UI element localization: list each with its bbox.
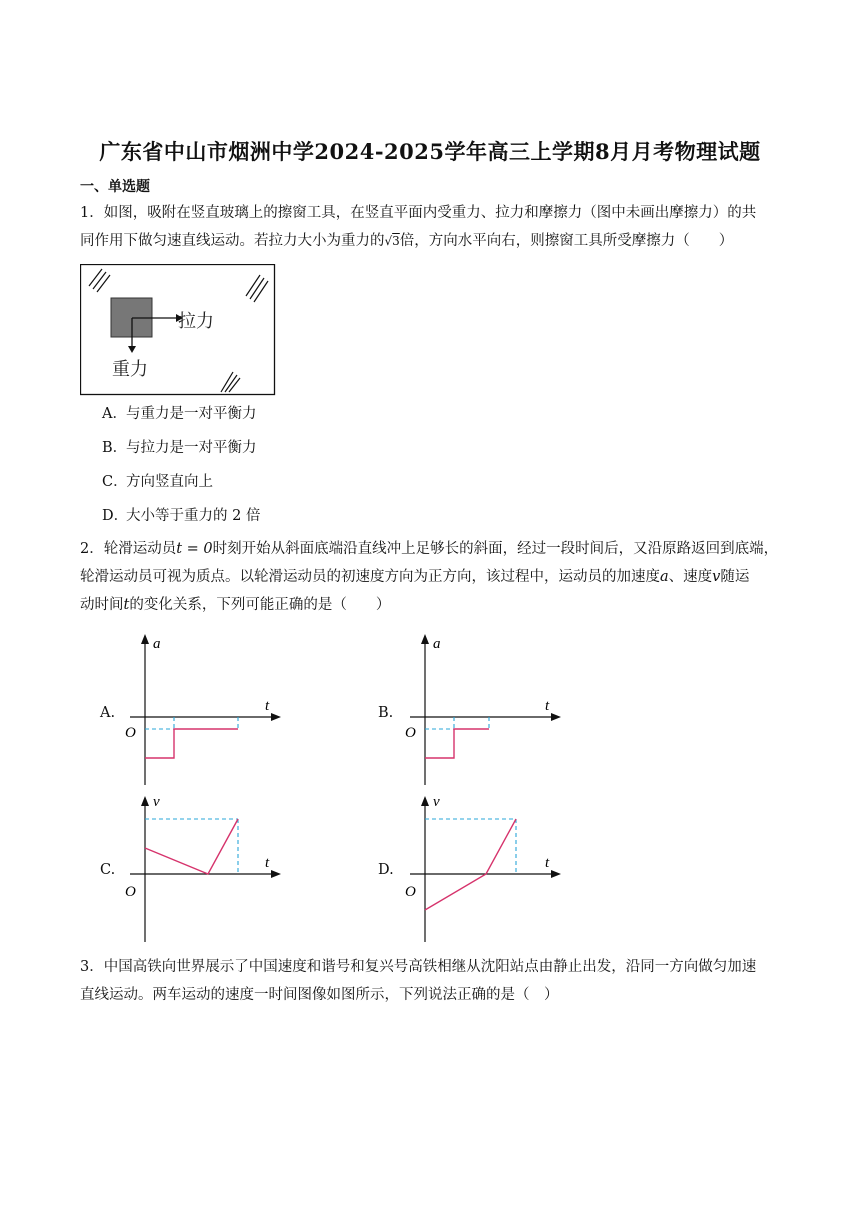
x-arrow-icon	[271, 713, 281, 721]
origin-label: O	[125, 884, 136, 900]
q1-figure	[80, 264, 276, 396]
y-arrow-icon	[421, 796, 429, 806]
graph-b-key: B.	[378, 705, 394, 721]
x-label: t	[265, 855, 270, 871]
q1-option-d: D．大小等于重力的 2 倍	[102, 508, 261, 524]
x-arrow-icon	[551, 870, 561, 878]
question-2	[80, 535, 785, 619]
gravity-label: 重力	[112, 359, 148, 379]
x-arrow-icon	[551, 713, 561, 721]
graph-c	[115, 790, 295, 945]
q3-line1: 3．中国高铁向世界展示了中国速度和谐号和复兴号高铁相继从沈阳站点由静止出发，沿同一方向做匀加速	[80, 959, 757, 975]
graph-a-curve	[145, 729, 238, 758]
question-1	[80, 199, 785, 255]
q1-line1: 1．如图，吸附在竖直玻璃上的擦窗工具，在竖直平面内受重力、拉力和摩擦力（图中未画出摩擦力）的共	[80, 205, 757, 221]
y-label: v	[433, 794, 440, 810]
graph-c-key: C.	[100, 862, 116, 878]
y-arrow-icon	[421, 634, 429, 644]
gravity-arrow-icon	[128, 346, 136, 353]
q1-option-b: B．与拉力是一对平衡力	[102, 440, 257, 456]
origin-label: O	[405, 884, 416, 900]
q1-option-c: C．方向竖直向上	[102, 474, 213, 490]
graph-a	[115, 630, 295, 790]
q1-option-a: A．与重力是一对平衡力	[102, 406, 257, 422]
x-arrow-icon	[271, 870, 281, 878]
q2-line3: 动时间t的变化关系，下列可能正确的是（ ）	[80, 597, 391, 613]
x-label: t	[545, 855, 550, 871]
graph-d-key: D.	[378, 862, 394, 878]
section-heading: 一、单选题	[80, 179, 150, 195]
graph-c-curve	[145, 819, 238, 874]
y-arrow-icon	[141, 634, 149, 644]
q2-line1: 2．轮滑运动员t = 0时刻开始从斜面底端沿直线冲上足够长的斜面，经过一段时间后，又沿原路返回到底端，	[80, 541, 779, 557]
origin-label: O	[125, 725, 136, 741]
question-3	[80, 953, 785, 1009]
x-label: t	[545, 698, 550, 714]
pull-label: 拉力	[178, 311, 214, 331]
graph-b	[395, 630, 575, 790]
origin-label: O	[405, 725, 416, 741]
y-label: a	[153, 636, 161, 652]
x-label: t	[265, 698, 270, 714]
page-title: 广东省中山市烟洲中学2024-2025学年高三上学期8月月考物理试题	[99, 139, 761, 164]
y-label: v	[153, 794, 160, 810]
q2-line2: 轮滑运动员可视为质点。以轮滑运动员的初速度方向为正方向，该过程中，运动员的加速度a、速度v随运	[80, 569, 750, 585]
graph-a-key: A.	[100, 705, 116, 721]
graph-d	[395, 790, 575, 945]
y-arrow-icon	[141, 796, 149, 806]
q3-line2: 直线运动。两车运动的速度一时间图像如图所示，下列说法正确的是（ ）	[80, 987, 559, 1003]
sqrt-symbol: √3	[384, 234, 400, 248]
graph-b-curve	[425, 729, 489, 758]
graph-d-curve	[425, 819, 516, 910]
y-label: a	[433, 636, 441, 652]
q1-line2: 同作用下做匀速直线运动。若拉力大小为重力的√3倍，方向水平向右，则擦窗工具所受摩擦力（ ）	[80, 233, 734, 249]
